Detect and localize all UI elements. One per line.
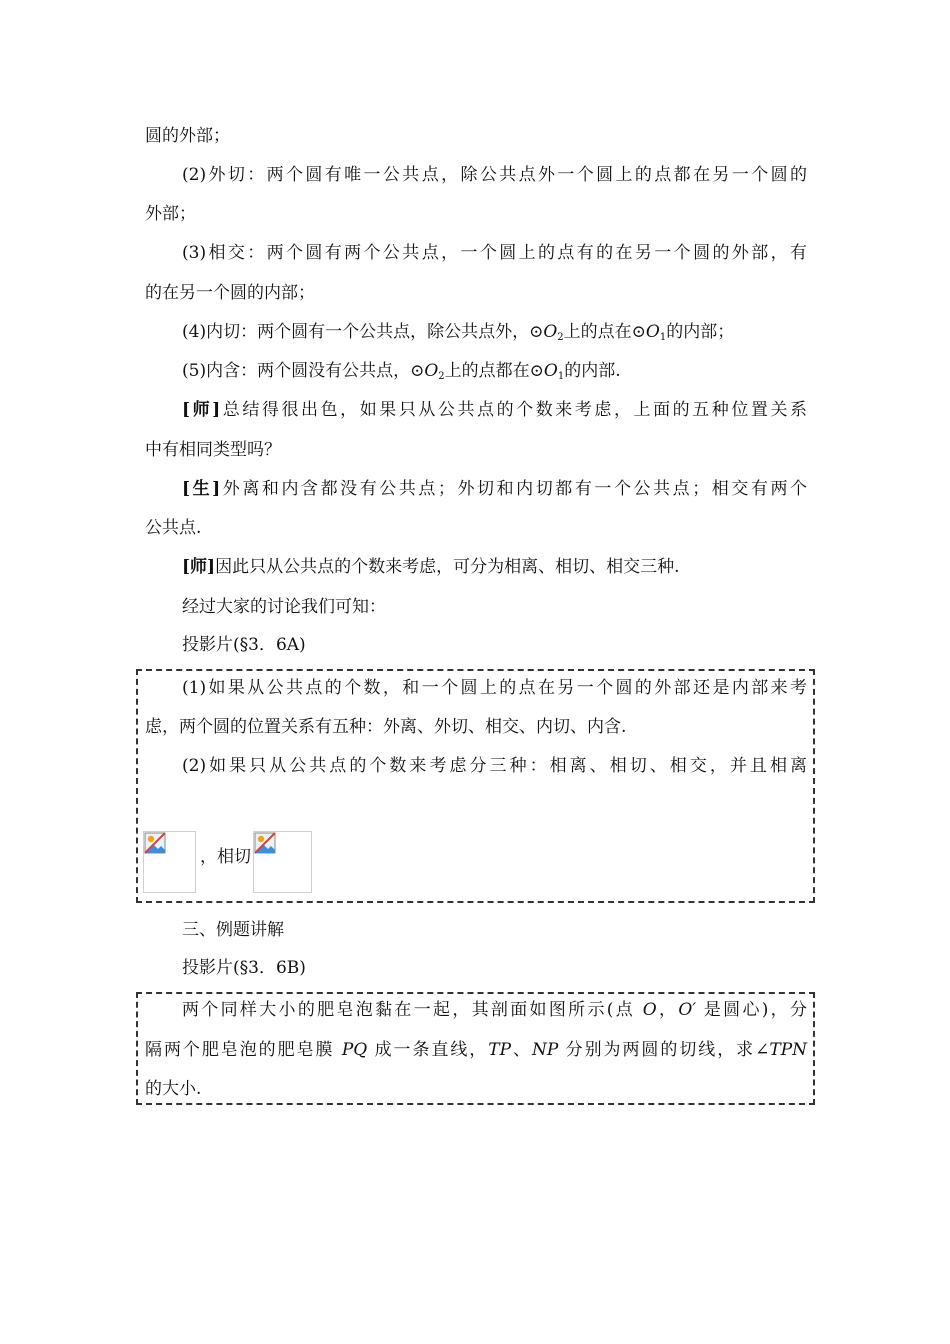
math-var: O xyxy=(645,322,660,342)
broken-image-icon xyxy=(143,831,196,893)
subscript: 2 xyxy=(438,371,445,382)
box-line: ，相切 xyxy=(200,847,251,867)
math-var: PQ xyxy=(341,1040,368,1060)
subscript: 1 xyxy=(659,332,667,343)
math-var: TPN xyxy=(769,1040,808,1060)
math-var: NP xyxy=(531,1040,559,1060)
paragraph-line: 外部； xyxy=(145,204,196,224)
paragraph-line: 经过大家的讨论我们可知： xyxy=(182,597,386,617)
text-span: 的内部； xyxy=(666,322,735,342)
paragraph-line: 中有相同类型吗？ xyxy=(145,440,281,460)
section-title: 三、例题讲解 xyxy=(182,920,284,940)
paragraph-line: 圆的外部； xyxy=(145,126,230,146)
text-span: 成一条直线， xyxy=(367,1040,489,1060)
text-span: 外离和内含都没有公共点；外切和内切都有一个公共点；相交有两个 xyxy=(220,479,808,499)
paragraph-line: 投影片(§3．6A) xyxy=(182,635,306,655)
paragraph-line xyxy=(182,359,807,383)
image-placeholder-icon xyxy=(254,832,276,854)
paragraph-line: 公共点. xyxy=(145,518,202,538)
box-line: (1)如果从公共点的个数，和一个圆上的点在另一个圆的外部还是内部来考 xyxy=(182,678,807,698)
speaker-tag: [生] xyxy=(182,479,221,499)
text-span: 隔两个肥皂泡的肥皂膜 xyxy=(145,1040,342,1060)
box-line: 的大小. xyxy=(145,1079,202,1099)
paragraph-line xyxy=(182,320,807,344)
paragraph-line xyxy=(182,477,807,501)
text-span: 的内部. xyxy=(564,361,621,381)
text-span: ， xyxy=(656,1000,679,1020)
paragraph-line: 的在另一个圆的内部； xyxy=(145,283,315,303)
text-span: 上的点都在⊙ xyxy=(444,361,544,381)
image-placeholder-icon xyxy=(144,832,166,854)
paragraph-line xyxy=(182,398,807,422)
text-span: (4)内切：两个圆有一个公共点，除公共点外，⊙ xyxy=(182,322,544,342)
text-span: 上的点在⊙ xyxy=(563,322,646,342)
paragraph-line: (2)外切：两个圆有唯一公共点，除公共点外一个圆上的点都在另一个圆的 xyxy=(182,165,807,185)
broken-image-icon xyxy=(253,831,312,893)
subscript: 1 xyxy=(557,371,565,382)
paragraph-line xyxy=(182,555,807,579)
math-var: O xyxy=(543,322,558,342)
text-span: 、 xyxy=(511,1040,532,1060)
box-line xyxy=(182,998,807,1022)
math-var: O′ xyxy=(678,1000,697,1020)
paragraph-line: 投影片(§3．6B) xyxy=(182,958,306,978)
subscript: 2 xyxy=(557,332,564,343)
math-var: O xyxy=(543,361,558,381)
speaker-tag: [师] xyxy=(182,400,221,420)
paragraph-line: (3)相交：两个圆有两个公共点，一个圆上的点有的在另一个圆的外部，有 xyxy=(182,243,807,263)
text-span: 总结得很出色，如果只从公共点的个数来考虑，上面的五种位置关系 xyxy=(220,400,808,420)
speaker-tag: [师] xyxy=(182,557,216,577)
text-span: (5)内含：两个圆没有公共点，⊙ xyxy=(182,361,425,381)
box-line xyxy=(145,1038,807,1062)
text-span: 分别为两圆的切线，求∠ xyxy=(558,1040,770,1060)
text-span: 两个同样大小的肥皂泡黏在一起，其剖面如图所示(点 xyxy=(182,1000,643,1020)
math-var: O xyxy=(424,361,439,381)
box-line: 虑，两个圆的位置关系有五种：外离、外切、相交、内切、内含. xyxy=(145,717,627,737)
math-var: O xyxy=(642,1000,657,1020)
text-span: 是圆心)，分 xyxy=(696,1000,807,1020)
box-line: (2)如果只从公共点的个数来考虑分三种：相离、相切、相交，并且相离 xyxy=(182,756,807,776)
text-span: 因此只从公共点的个数来考虑，可分为相离、相切、相交三种. xyxy=(215,557,680,577)
math-var: TP xyxy=(488,1040,512,1060)
